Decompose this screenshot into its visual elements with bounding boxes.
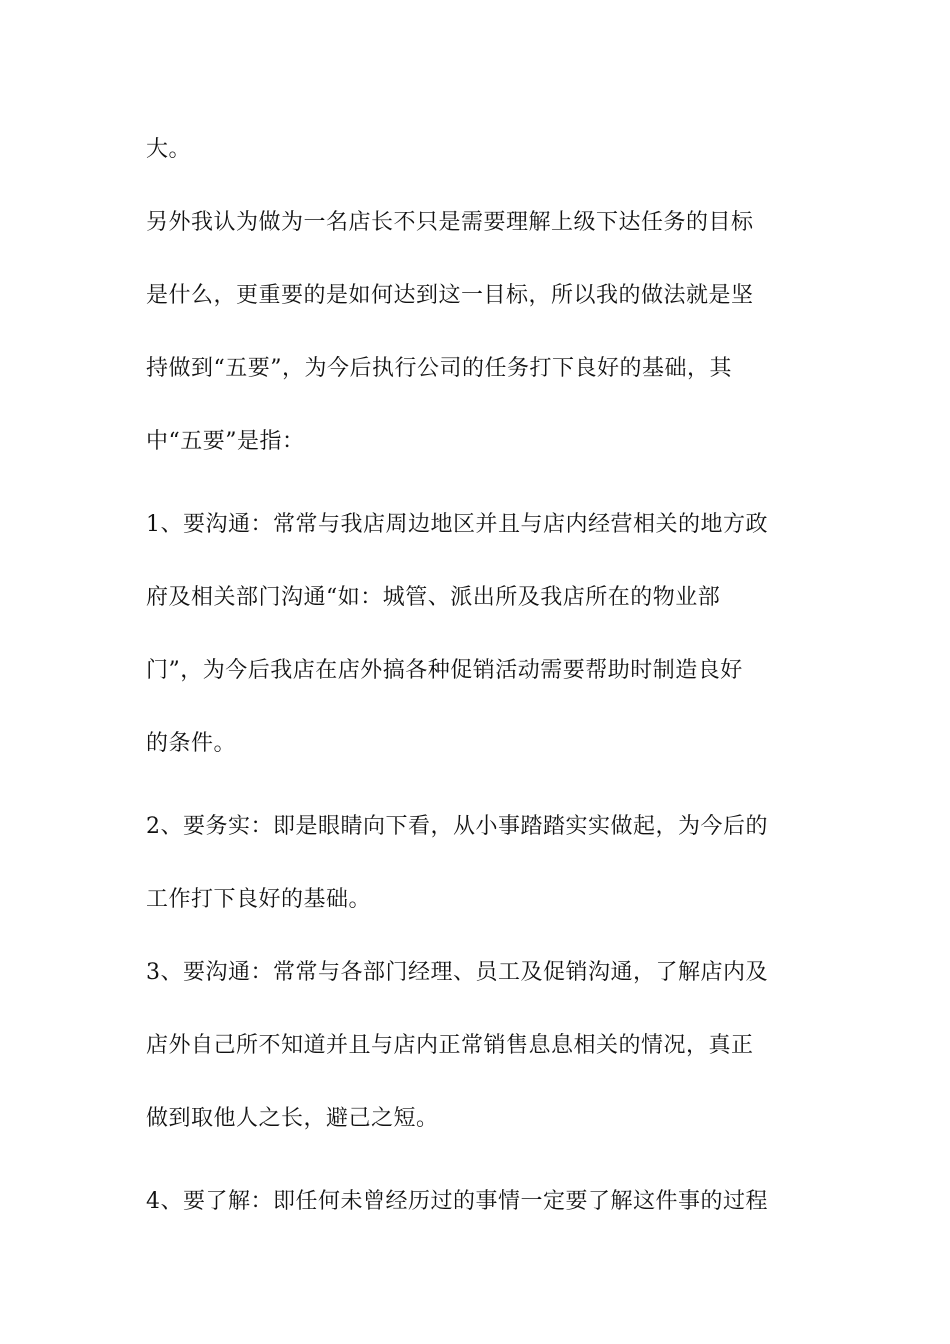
text-line: 的条件。 xyxy=(146,731,237,756)
text-line: 工作打下良好的基础。 xyxy=(146,887,372,912)
text-line: 门”，为今后我店在店外搞各种促销活动需要帮助时制造良好 xyxy=(146,658,743,683)
text-line: 府及相关部门沟通“如：城管、派出所及我店所在的物业部 xyxy=(146,585,721,610)
text-line: 2、要务实：即是眼睛向下看，从小事踏踏实实做起，为今后的 xyxy=(146,814,768,839)
text-line: 是什么，更重要的是如何达到这一目标，所以我的做法就是坚 xyxy=(146,283,754,308)
text-line: 1、要沟通：常常与我店周边地区并且与店内经营相关的地方政 xyxy=(146,512,768,537)
text-line: 3、要沟通：常常与各部门经理、员工及促销沟通，了解店内及 xyxy=(146,960,768,985)
text-line: 店外自己所不知道并且与店内正常销售息息相关的情况，真正 xyxy=(146,1033,754,1058)
text-line: 4、要了解：即任何未曾经历过的事情一定要了解这件事的过程 xyxy=(146,1189,768,1214)
text-line: 中“五要”是指： xyxy=(146,429,305,454)
text-line: 持做到“五要”，为今后执行公司的任务打下良好的基础，其 xyxy=(146,356,732,381)
text-line: 做到取他人之长，避己之短。 xyxy=(146,1106,439,1131)
text-line: 大。 xyxy=(146,137,192,162)
text-line: 另外我认为做为一名店长不只是需要理解上级下达任务的目标 xyxy=(146,210,754,235)
